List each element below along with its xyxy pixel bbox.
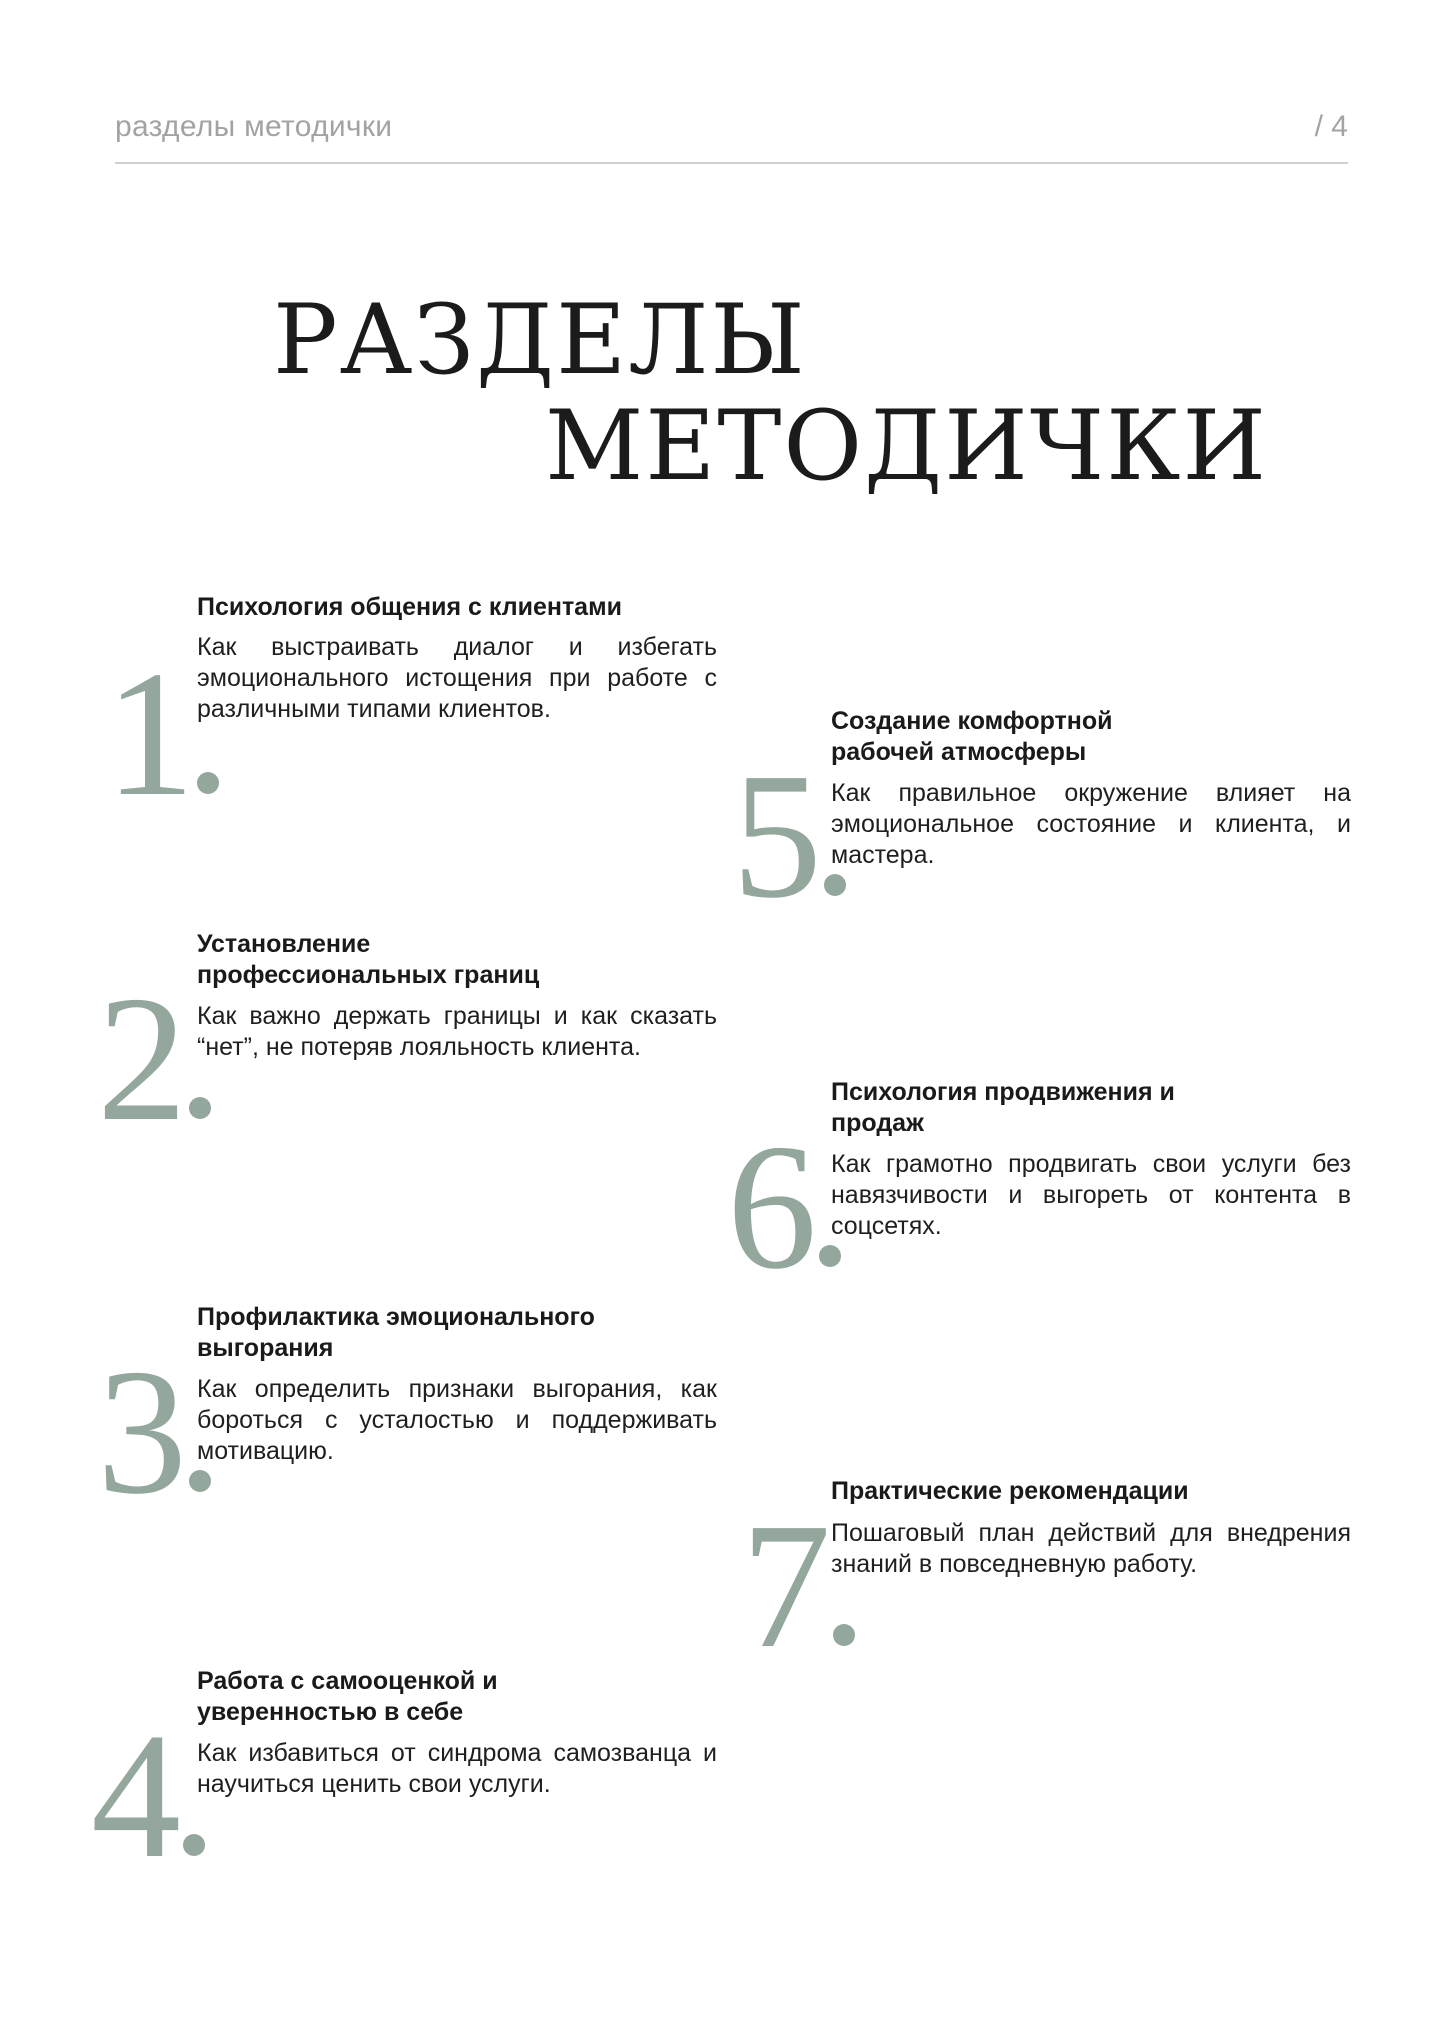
section-3-description: Как определить признаки выгорания, как бороться с усталостью и поддерживать мотивацию. (197, 1375, 717, 1465)
section-5-title: Создание комфортной рабочей атмосферы (831, 707, 1113, 766)
section-2-numeral (97, 959, 211, 1158)
section-4-number: 4 (91, 1696, 181, 1895)
section-5-description: Как правильное окружение влияет на эмоциональное состояние и клиента, и мастера. (831, 779, 1351, 869)
section-7-number: 7 (741, 1486, 831, 1685)
section-6 (727, 1077, 1351, 1337)
section-1 (105, 592, 717, 852)
section-7 (741, 1476, 1351, 1736)
section-2 (97, 929, 717, 1189)
main-title-line1: РАЗДЕЛЫ (273, 284, 807, 396)
section-1-number: 1 (105, 634, 195, 833)
section-6-title: Психология продвижения и продаж (831, 1078, 1175, 1137)
section-6-numeral (727, 1107, 841, 1306)
numeral-dot-icon (197, 772, 219, 794)
numeral-dot-icon (183, 1834, 205, 1856)
numeral-dot-icon (819, 1245, 841, 1267)
section-3-numeral (97, 1332, 211, 1531)
header-title: разделы методички (115, 110, 393, 143)
page-number: / 4 (1314, 110, 1348, 143)
numeral-dot-icon (189, 1097, 211, 1119)
section-7-title: Практические рекомендации (831, 1477, 1189, 1505)
section-6-number: 6 (727, 1107, 817, 1306)
section-4-description: Как избавиться от синдрома самозванца и научиться ценить свои услуги. (197, 1739, 717, 1798)
section-5-numeral (732, 736, 846, 935)
section-2-title: Установление профессиональных границ (197, 930, 540, 989)
section-5 (732, 706, 1351, 966)
numeral-dot-icon (824, 874, 846, 896)
section-4-numeral (91, 1696, 205, 1895)
section-2-number: 2 (97, 959, 187, 1158)
section-6-description: Как грамотно продвигать свои услуги без навязчивости и выгореть от контента в соцсетях. (831, 1150, 1351, 1240)
numeral-dot-icon (189, 1470, 211, 1492)
section-2-description: Как важно держать границы и как сказать “нет”, не потеряв лояльность клиента. (197, 1002, 717, 1061)
section-3-number: 3 (97, 1332, 187, 1531)
section-7-description: Пошаговый план действий для внедрения знаний в повседневную работу. (831, 1519, 1351, 1578)
section-3-title: Профилактика эмоционального выгорания (197, 1303, 595, 1362)
page-header (115, 106, 1348, 164)
section-5-number: 5 (732, 736, 822, 935)
section-1-description: Как выстраивать диалог и избегать эмоционального истощения при работе с различными типами клиентов. (197, 633, 717, 723)
section-3 (97, 1302, 717, 1562)
section-4 (91, 1666, 717, 1926)
main-title-line2: МЕТОДИЧКИ (545, 390, 1269, 502)
section-1-title: Психология общения с клиентами (197, 593, 622, 621)
section-4-title: Работа с самооценкой и уверенностью в себе (197, 1667, 498, 1726)
numeral-dot-icon (833, 1624, 855, 1646)
